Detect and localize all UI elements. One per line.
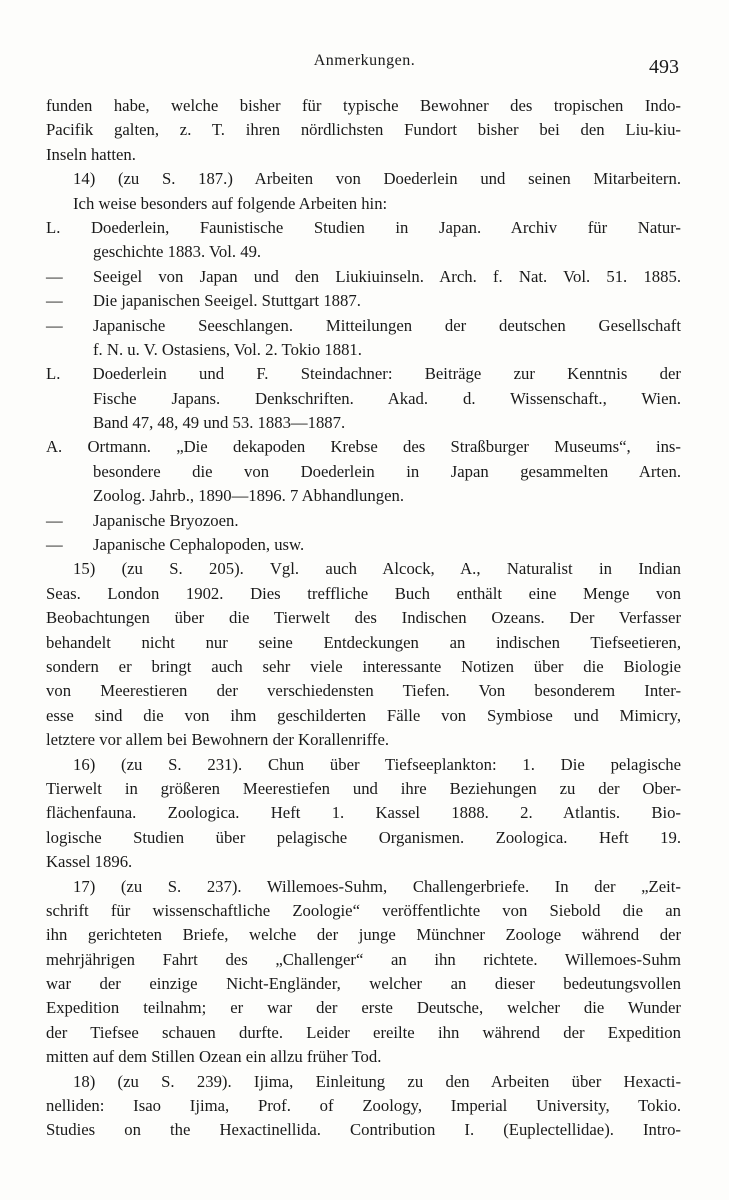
ditto-dash: — [46, 535, 63, 555]
text-line [46, 265, 681, 289]
ditto-dash: — [46, 266, 63, 286]
text-line [46, 533, 681, 557]
running-head: Anmerkungen. [313, 52, 416, 69]
text-line: Expedition teilnahm; er war der erste Deutsche, welcher die Wunder [46, 998, 681, 1018]
page-header [0, 52, 729, 82]
text-line: sondern er bringt auch sehr viele interessante Notizen über die Biologie [46, 656, 681, 676]
text-line: f. N. u. V. Ostasiens, Vol. 2. Tokio 1881. [93, 339, 362, 359]
entry-text: Die japanischen Seeigel. Stuttgart 1887. [93, 291, 361, 311]
text-line: von Meerestieren der verschiedensten Tiefen. Von besonderem Inter- [46, 681, 681, 701]
entry-text: Japanische Seeschlangen. Mitteilungen der deutschen Gesellschaft [93, 315, 681, 335]
text-line: mehrjährigen Fahrt des „Challenger“ an ihn richtete. Willemoes-Suhm [46, 949, 681, 969]
text-line: mitten auf dem Stillen Ozean ein allzu früher Tod. [46, 1047, 382, 1067]
text-line: flächenfauna. Zoologica. Heft 1. Kassel 1888. 2. Atlantis. Bio- [46, 803, 681, 823]
text-line: 18) (zu S. 239). Ijima, Einleitung zu den Arbeiten über Hexacti- [73, 1071, 681, 1091]
entry-text: Japanische Cephalopoden, usw. [93, 535, 305, 555]
text-line: L. Doederlein und F. Steindachner: Beiträge zur Kenntnis der [46, 364, 681, 384]
text-line [46, 314, 681, 338]
page-number: 493 [649, 56, 679, 78]
ditto-dash: — [46, 510, 63, 530]
text-line: geschichte 1883. Vol. 49. [93, 242, 262, 262]
text-line: A. Ortmann. „Die dekapoden Krebse des Straßburger Museums“, ins- [46, 437, 681, 457]
text-line: besondere die von Doederlein in Japan gesammelten Arten. [93, 461, 681, 481]
entry-text: Seeigel von Japan und den Liukiuinseln. Arch. f. Nat. Vol. 51. 1885. [93, 266, 681, 286]
text-line: Seas. London 1902. Dies treffliche Buch enthält eine Menge von [46, 583, 681, 603]
ditto-dash: — [46, 315, 63, 335]
text-line: Beobachtungen über die Tierwelt des Indischen Ozeans. Der Verfasser [46, 608, 681, 628]
text-line: Band 47, 48, 49 und 53. 1883—1887. [93, 413, 346, 433]
text-line: war der einzige Nicht-Engländer, welcher an dieser bedeutungsvollen [46, 974, 681, 994]
text-line: L. Doederlein, Faunistische Studien in Japan. Archiv für Natur- [46, 217, 681, 237]
text-line: nelliden: Isao Ijima, Prof. of Zoology, Imperial University, Tokio. [46, 1096, 681, 1116]
text-line: 16) (zu S. 231). Chun über Tiefseeplankton: 1. Die pelagische [73, 754, 681, 774]
text-line: behandelt nicht nur seine Entdeckungen an indischen Tiefseetieren, [46, 632, 681, 652]
ditto-dash: — [46, 291, 63, 311]
text-line: 15) (zu S. 205). Vgl. auch Alcock, A., Naturalist in Indian [73, 559, 681, 579]
text-line: logische Studien über pelagische Organismen. Zoologica. Heft 19. [46, 827, 681, 847]
text-line: funden habe, welche bisher für typische Bewohner des tropischen Indo- [46, 96, 681, 115]
text-line: 17) (zu S. 237). Willemoes-Suhm, Challengerbriefe. In der „Zeit- [73, 876, 681, 896]
text-line: Pacifik galten, z. T. ihren nördlichsten Fundort bisher bei den Liu-kiu- [46, 120, 681, 140]
footnotes-body [46, 94, 681, 1143]
entry-text: Japanische Bryozoen. [93, 510, 239, 530]
text-line: ihn gerichteten Briefe, welche der junge Münchner Zoologe während der [46, 925, 681, 945]
text-line: der Tiefsee schauen durfte. Leider ereilte ihn während der Expedition [46, 1022, 681, 1042]
text-line: Fische Japans. Denkschriften. Akad. d. Wissenschaft., Wien. [93, 388, 681, 408]
text-line [46, 509, 681, 533]
text-line: Studies on the Hexactinellida. Contribution I. (Euplectellidae). Intro- [46, 1120, 681, 1140]
text-line: esse sind die von ihm geschilderten Fälle von Symbiose und Mimicry, [46, 705, 681, 725]
text-line: Zoolog. Jahrb., 1890—1896. 7 Abhandlungen. [93, 486, 405, 506]
text-line: Kassel 1896. [46, 852, 133, 872]
text-line: Ich weise besonders auf folgende Arbeiten hin: [73, 193, 388, 213]
text-line [46, 289, 681, 313]
text-line: 14) (zu S. 187.) Arbeiten von Doederlein und seinen Mitarbeitern. [73, 169, 681, 189]
text-line: schrift für wissenschaftliche Zoologie“ veröffentlichte von Siebold die an [46, 900, 681, 920]
text-line: letztere vor allem bei Bewohnern der Korallenriffe. [46, 730, 390, 750]
text-line: Tierwelt in größeren Meerestiefen und ihre Beziehungen zu der Ober- [46, 778, 681, 798]
text-line: Inseln hatten. [46, 144, 136, 164]
